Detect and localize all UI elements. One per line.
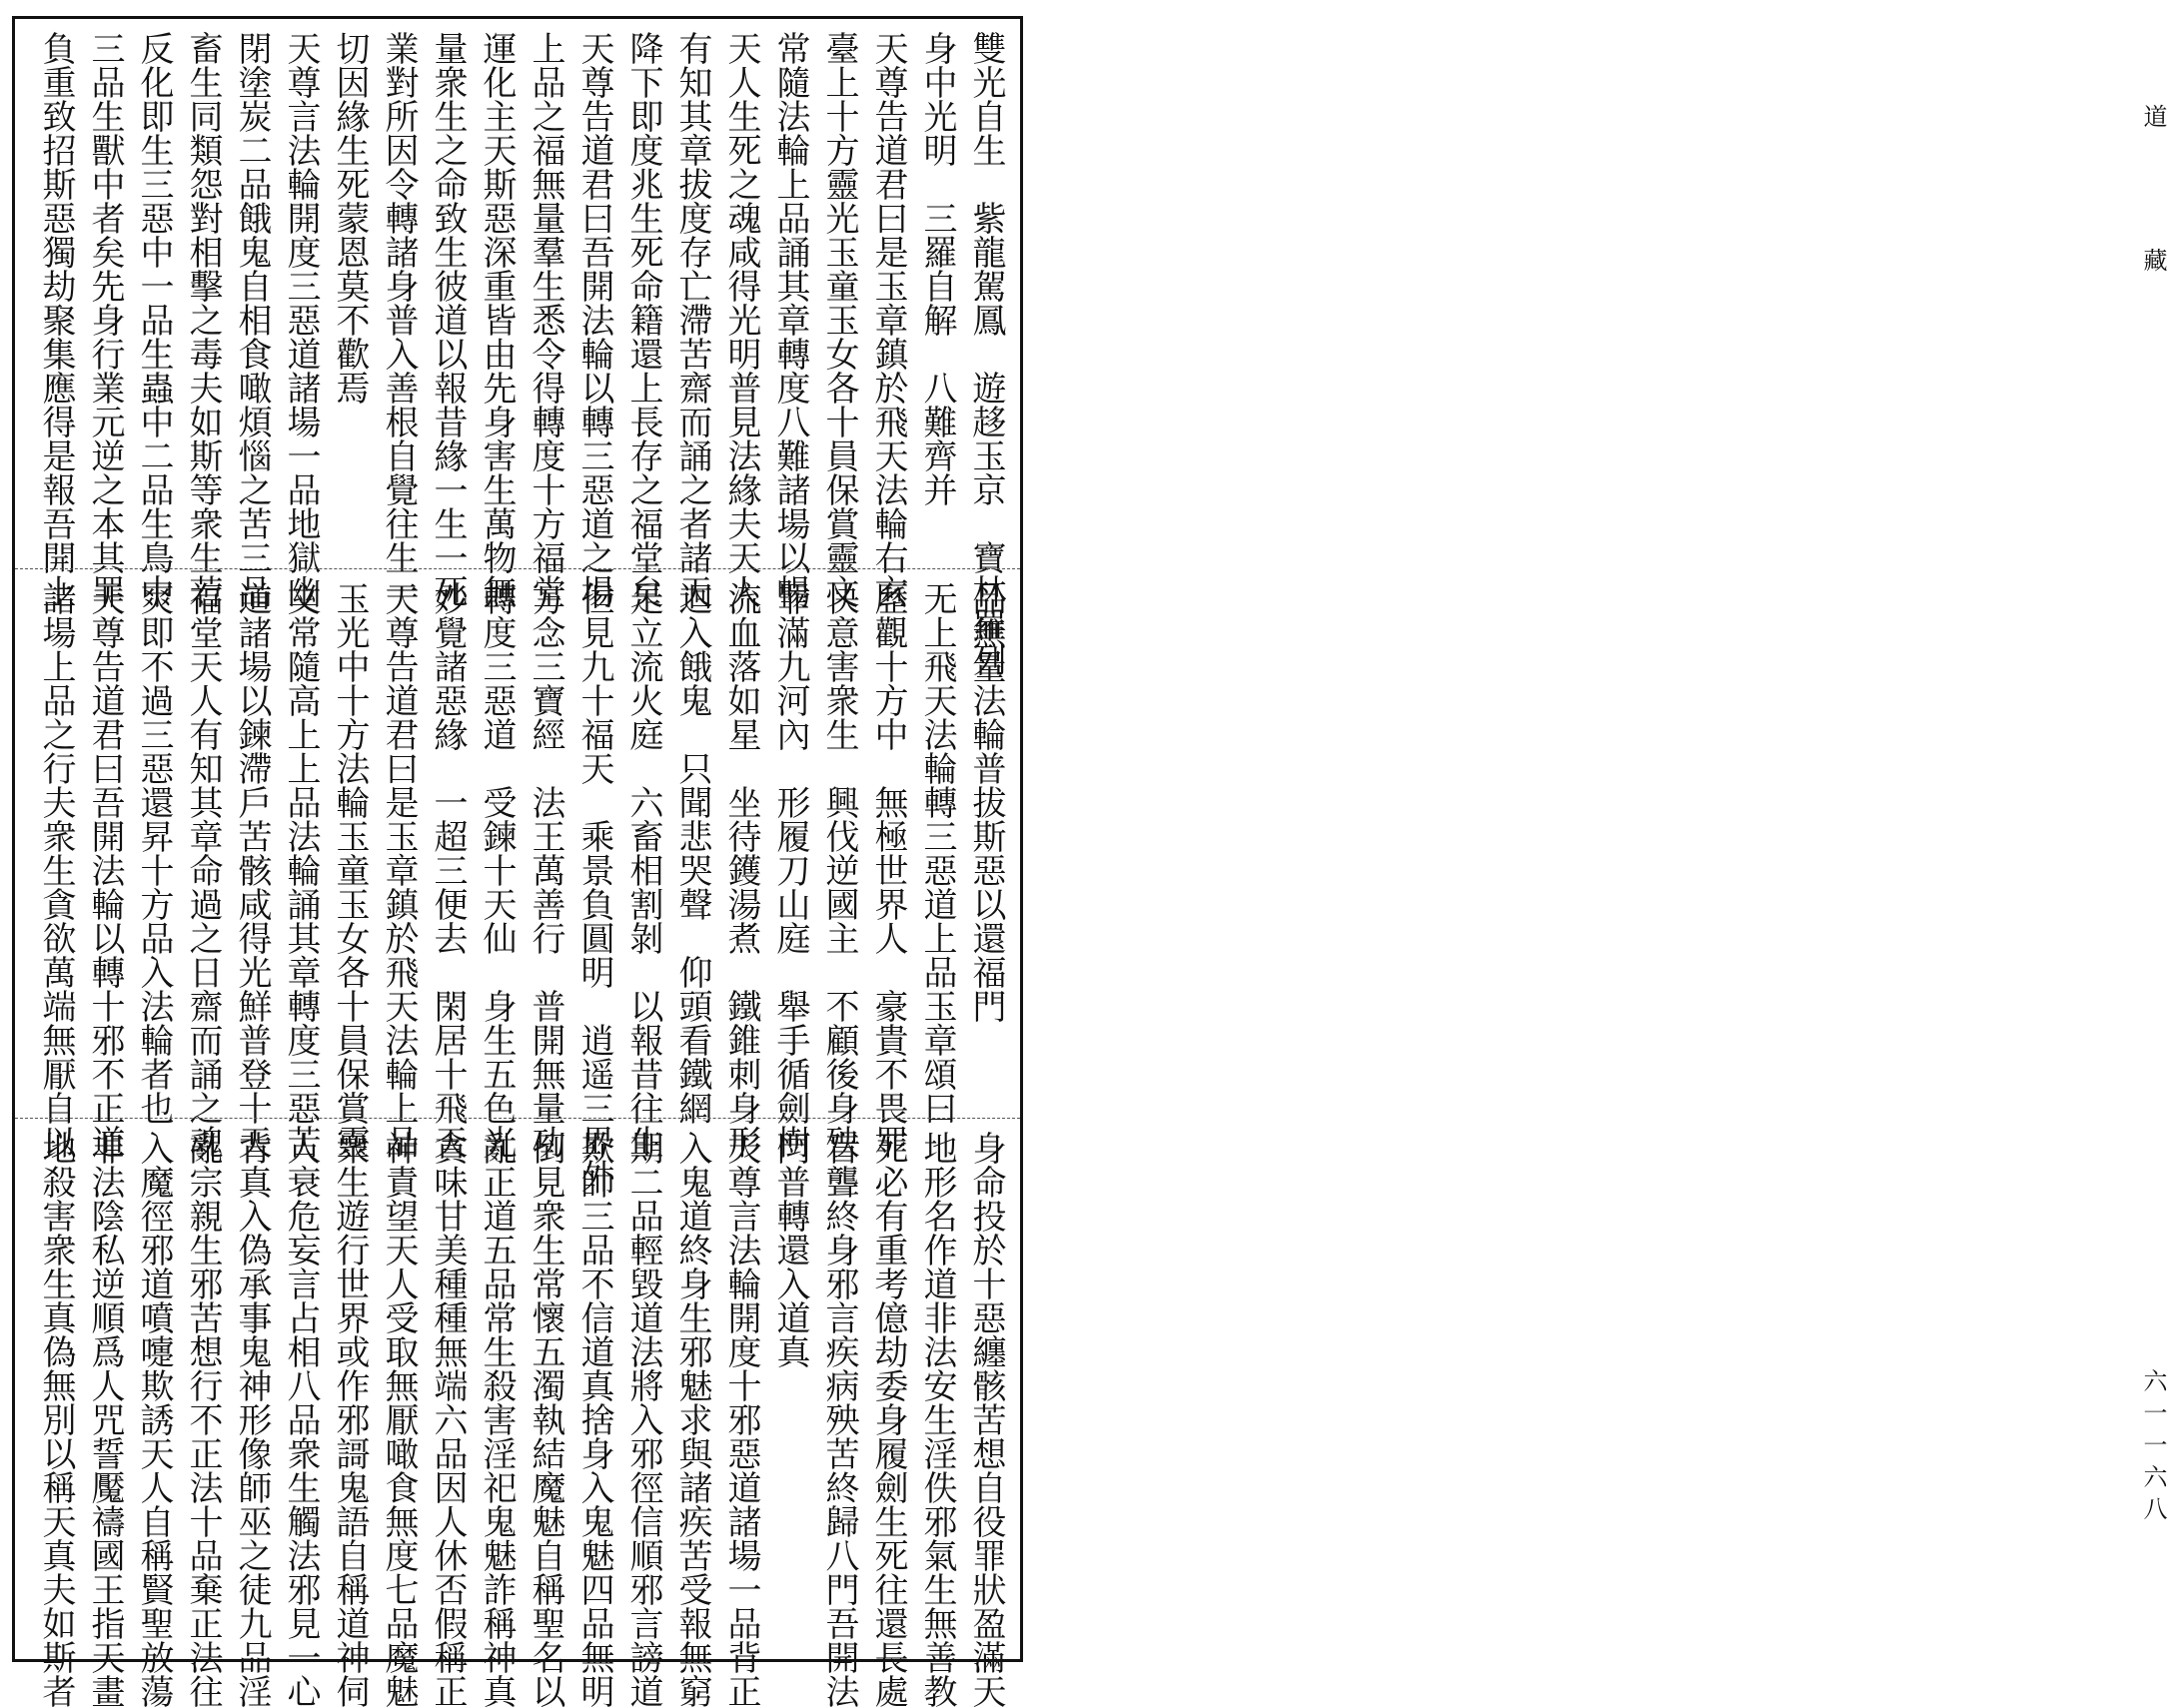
- right-margin: [1029, 0, 2167, 1678]
- text-column: 臺上十方靈光玉童玉女各十員保賞靈文: [819, 31, 859, 608]
- text-frame: [12, 16, 1023, 1708]
- text-column: 道諸場以鍊滯戶苦骸咸得光鮮普登十天: [232, 581, 272, 1159]
- text-column: 人衰危妄言占相八品衆生觸法邪見一心: [281, 1131, 321, 1708]
- text-column: 歷觀十方中 無極世界人 豪貴不畏罪: [868, 581, 908, 1159]
- text-column: 閉塗炭二品餓鬼自相食噉煩惱之苦三品: [232, 31, 272, 608]
- text-column: 運化主天斯惡深重皆由先身害生萬物無: [477, 31, 517, 608]
- collection-title: 道藏: [2139, 104, 2167, 392]
- text-column: 文常隨高上上品法輪誦其章轉度三惡苦: [281, 581, 321, 1159]
- text-column: 切因緣生死蒙恩莫不歡焉: [330, 31, 370, 405]
- text-column: 天尊告道君曰是玉章鎮於飛天法輪上品: [379, 581, 419, 1159]
- text-column: 門普轉還入道真: [770, 1131, 810, 1368]
- text-column: 身中光明 三羅自解 八難齊并: [917, 31, 957, 506]
- text-column: 妙覺諸惡緣 一超三便去 閑居十飛天: [428, 581, 468, 1159]
- text-column: 反化即生三惡中一品生蟲中二品生鳥中: [134, 31, 174, 608]
- text-column: 量衆生之命致生彼道以報昔緣一生一死: [428, 31, 468, 608]
- text-column: 亂宗親生邪苦想行不正法十品棄正法往: [183, 1131, 223, 1708]
- text-column: 无上飛天法輪轉三惡道上品玉章頌曰: [917, 581, 957, 1125]
- text-column: 天尊告道君曰是玉章鎮於飛天法輪右玄: [868, 31, 908, 608]
- text-column: 盲聾終身邪言疾病殃苦終歸八門吾開法: [819, 1131, 859, 1708]
- text-column: 天尊告道君曰吾開法輪以轉三惡道之場: [574, 31, 614, 608]
- upper-register: [15, 19, 1020, 676]
- text-column: 罪滿九河內 形履刀山庭 舉手循劍樹: [770, 581, 810, 1159]
- text-column: 快意害衆生 興伐逆國主 不顧後身殃: [819, 581, 859, 1159]
- text-column: 負重致招斯惡獨劫聚集應得是報吾開上: [36, 31, 76, 608]
- text-column: 玉光中十方法輪玉童玉女各十員保賞靈: [330, 581, 370, 1159]
- text-column: 流血落如星 坐待鑊湯煮 鐵錐刺身形: [721, 581, 761, 1159]
- text-column: 亂正道五品常生殺害淫祀鬼魅詐稱神真: [477, 1131, 517, 1708]
- text-column: 降下即度兆生死命籍還上長存之福堂矣: [623, 31, 663, 608]
- text-column: 天尊告道君曰吾開法輪以轉十邪不正道: [85, 581, 125, 1159]
- text-column: 品無量法輪普拔斯惡以還福門: [966, 581, 1006, 1023]
- page-number: 六一一六八: [2139, 1368, 2167, 1528]
- text-column: 有知其章拔度存亡滯苦齋而誦之者諸天: [672, 31, 712, 608]
- text-column: 爽即不過三惡還昇十方品入法輪者也: [134, 581, 174, 1125]
- text-column: 方念三寶經 法王萬善行 普開無量功: [526, 581, 565, 1159]
- text-column: 三品生獸中者矣先身行業元逆之本其罪: [85, 31, 125, 608]
- text-column: 雙光自生 紫龍駕鳳 遊趍玉京 寶林羅列: [966, 31, 1006, 676]
- text-column: 倒見衆生常懷五濁執結魔魅自稱聖名以: [526, 1131, 565, 1708]
- text-column: 常隨法輪上品誦其章轉度八難諸場以暢: [770, 31, 810, 608]
- text-column: 神責望天人受取無厭噉食無度七品魔魅: [379, 1131, 419, 1708]
- text-column: 轉度三惡道 受鍊十天仙 身生五色光: [477, 581, 517, 1159]
- text-column: 欺師三品不信道真捨身入鬼魅四品無明: [574, 1131, 614, 1708]
- text-column: 身命投於十惡纏骸苦想自役罪狀盈滿天: [966, 1131, 1006, 1708]
- text-column: 上品之福無量羣生悉令得轉度十方福堂: [526, 31, 565, 608]
- middle-register: [15, 568, 1020, 1193]
- text-column: 福堂天人有知其章命過之日齋而誦之魂: [183, 581, 223, 1159]
- text-column: 地殺害衆生真偽無別以稱天真夫如斯者: [36, 1131, 76, 1708]
- text-column: 貪味甘美種種無端六品因人休否假稱正: [428, 1131, 468, 1708]
- text-column: 諸場上品之行夫衆生貪欲萬端無厭自以: [36, 581, 76, 1159]
- text-column: 畜生同類怨對相擊之毒夫如斯等衆生若: [183, 31, 223, 608]
- text-column: 非法陰私逆順爲人咒誓魘禱國王指天畫: [85, 1131, 125, 1708]
- text-column: 足立流火庭 六畜相割剝 以報昔往生: [623, 581, 663, 1159]
- text-column: 衆生遊行世界或作邪謌鬼語自稱道神伺: [330, 1131, 370, 1708]
- text-column: 地形名作道非法安生淫佚邪氣生無善教: [917, 1131, 957, 1708]
- text-column: 背真入偽承事鬼神形像師巫之徒九品淫: [232, 1131, 272, 1708]
- text-column: 迴入餓鬼 只聞悲哭聲 仰頭看鐵網: [672, 581, 712, 1125]
- text-column: 天尊言法輪開度十邪惡道諸場一品背正: [721, 1131, 761, 1708]
- lower-register: [15, 1118, 1020, 1708]
- text-column: 業對所因令轉諸身普入善根自覺往生一: [379, 31, 419, 608]
- text-column: 天尊言法輪開度三惡道諸場一品地獄幽: [281, 31, 321, 608]
- text-column: 入鬼道終身生邪魅求與諸疾苦受報無窮: [672, 1131, 712, 1708]
- text-column: 期二品輕毀道法將入邪徑信順邪言謗道: [623, 1131, 663, 1708]
- text-column: 入魔徑邪道噴嚏欺誘天人自稱賢聖放蕩: [134, 1131, 174, 1708]
- text-column: 但見九十福天 乘景負圓明 逍遥三界外: [574, 581, 614, 1193]
- text-column: 死必有重考億劫委身履劍生死往還長處: [868, 1131, 908, 1708]
- text-column: 天人生死之魂咸得光明普見法緣夫天人: [721, 31, 761, 608]
